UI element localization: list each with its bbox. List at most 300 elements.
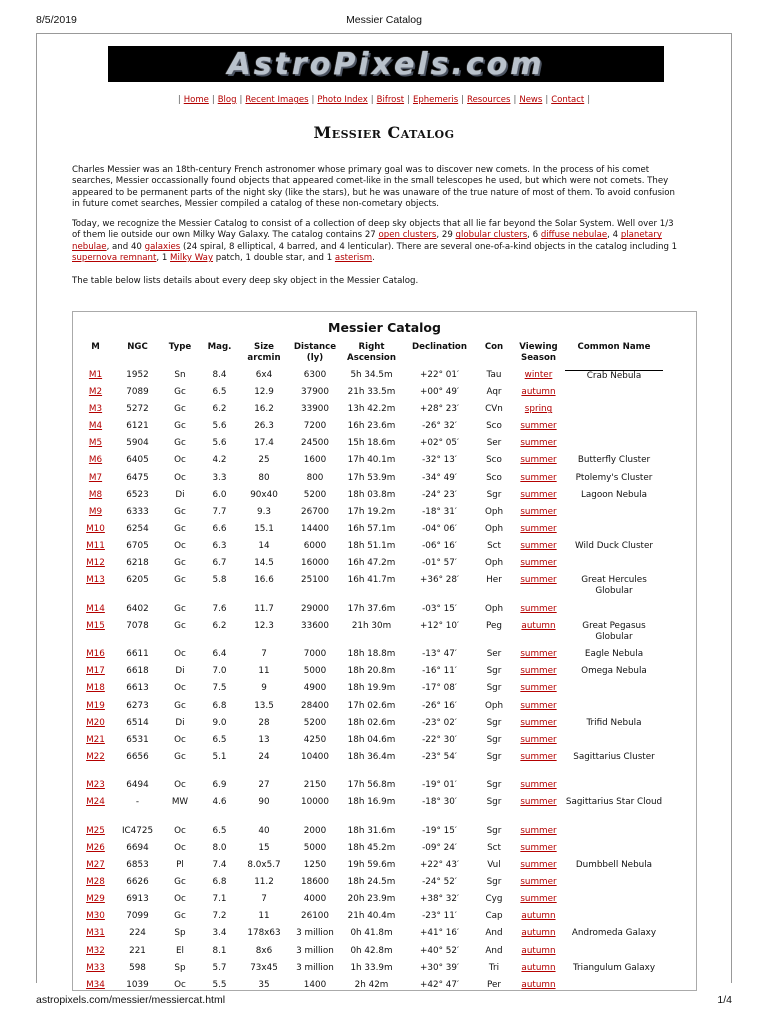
season-link[interactable]: summer [520,751,557,762]
table-cell: 18h 03.8m [347,489,396,500]
table-header-row [75,342,663,370]
table-row [75,421,663,438]
table-row [75,438,663,455]
table-cell: 16.6 [254,575,274,586]
object-link[interactable]: M16 [86,649,105,660]
table-cell [512,370,565,387]
object-link[interactable]: M33 [86,962,105,973]
table-cell [75,541,116,558]
season-link[interactable]: summer [520,455,557,466]
col-header: Right Ascension [347,342,396,363]
nav-resources[interactable]: Resources [467,95,511,105]
table-cell: +42° 47′ [420,979,459,990]
table-cell [565,877,663,894]
table-row [75,370,663,387]
table-cell: 1039 [126,979,149,990]
table-cell [512,735,565,752]
season-link[interactable]: summer [520,877,557,888]
table-cell: -16° 11′ [422,666,457,677]
intro-paragraph-3: The table below lists details about every deep sky object in the Messier Catalog. [72,276,419,286]
table-cell: 7000 [303,649,327,660]
table-cell: Oph [484,558,504,569]
table-cell [75,843,116,860]
season-link[interactable]: summer [520,438,557,449]
table-cell: Oc [174,649,186,660]
table-row [75,649,663,666]
table-cell: 35 [258,979,270,990]
table-cell: 27 [258,780,270,791]
table-cell: 26100 [301,911,329,922]
table-cell: 6300 [303,370,327,380]
object-link[interactable]: M24 [86,797,105,808]
object-link[interactable]: M1 [88,370,103,380]
object-link[interactable]: M34 [86,979,105,990]
season-link[interactable]: autumn [521,620,556,631]
object-link[interactable]: M15 [86,620,105,631]
table-cell [565,604,663,621]
season-link[interactable]: autumn [521,911,556,922]
table-cell [512,490,565,507]
table-cell: 28400 [301,700,329,711]
table-cell: 9 [261,683,267,694]
season-link[interactable]: summer [520,540,557,551]
season-link[interactable]: summer [520,717,557,728]
table-cell [75,490,116,507]
table-row [75,980,663,991]
table-cell: 13 [258,734,270,745]
table-cell [512,980,565,991]
table-cell: Ser [486,649,502,660]
table-cell: 6626 [126,877,149,888]
table-cell [565,980,663,991]
table-cell: 7 [261,649,267,660]
table-row [75,683,663,700]
table-cell: MW [171,797,189,808]
link-supernova-remnant[interactable]: supernova remnant [72,252,157,263]
table-cell: 4.2 [212,455,227,466]
table-cell [75,558,116,575]
table-cell [512,701,565,718]
table-cell: -01° 57′ [422,558,457,569]
table-cell: -23° 02′ [422,717,457,728]
table-cell [75,797,116,826]
table-cell [512,963,565,980]
table-cell: 18h 18.8m [347,649,396,660]
table-cell [512,649,565,666]
table-cell: 28 [258,717,270,728]
table-cell: 4000 [303,894,327,905]
season-link[interactable]: spring [524,404,553,415]
table-cell: 5904 [126,438,149,449]
table-cell [512,421,565,438]
object-link[interactable]: M32 [86,945,105,956]
table-cell: 7.4 [212,860,227,871]
table-cell: Ser [486,438,502,449]
table-cell: -18° 31′ [422,506,457,517]
table-cell: +22° 01′ [420,370,459,380]
object-link[interactable]: M18 [86,683,105,694]
table-cell: 90 [258,797,270,808]
table-cell [512,575,565,604]
table-cell: And [485,945,503,956]
object-link[interactable]: M27 [86,860,105,871]
nav-ephemeris[interactable]: Ephemeris [412,95,459,105]
nav-blog[interactable]: Blog [217,95,237,105]
table-cell: Vul [487,860,501,871]
table-cell: 6.0 [212,489,227,500]
table-cell: 6.4 [212,649,227,660]
table-cell: -09° 24′ [422,842,457,853]
table-cell: 178x63 [247,928,281,939]
table-cell: 6x4 [255,370,273,380]
table-cell: 6611 [126,649,149,660]
table-cell [565,735,663,752]
object-link[interactable]: M23 [86,780,105,791]
table-cell: Oc [174,683,186,694]
table-cell [512,473,565,490]
table-cell: Sct [487,842,501,853]
table-cell [565,438,663,455]
table-cell: 90x40 [250,489,278,500]
link-diffuse-nebulae[interactable]: diffuse nebulae [540,230,608,241]
table-row [75,928,663,945]
table-cell: Gc [174,877,186,888]
table-cell [565,946,663,963]
table-row [75,387,663,404]
object-link[interactable]: M22 [86,751,105,762]
table-cell: Crab Nebula [586,370,642,381]
object-link[interactable]: M11 [86,540,105,551]
table-cell: Oc [174,455,186,466]
object-link[interactable]: M30 [86,911,105,922]
table-cell: 8.4 [212,370,227,380]
table-cell: +40° 52′ [420,945,459,956]
table-row [75,604,663,621]
table-cell: 14 [258,540,270,551]
table-cell: 5.1 [212,751,227,762]
table-cell [512,558,565,575]
object-link[interactable]: M31 [86,928,105,939]
table-row [75,826,663,843]
season-link[interactable]: autumn [521,928,556,939]
table-row [75,701,663,718]
table-cell: 7.2 [212,911,227,922]
table-cell: Oph [484,523,504,534]
season-link[interactable]: summer [520,842,557,853]
nav-contact[interactable]: Contact [551,95,585,105]
object-link[interactable]: M8 [88,489,103,500]
table-cell: -34° 49′ [422,472,457,483]
table-cell: Cyg [485,894,503,905]
site-banner[interactable] [108,46,664,82]
season-link[interactable]: summer [520,734,557,745]
table-cell: Oph [484,700,504,711]
season-link[interactable]: summer [520,489,557,500]
table-cell: +02° 05′ [420,438,459,449]
table-cell: Great Pegasus Globular [582,620,646,642]
table-row [75,860,663,877]
table-row [75,735,663,752]
table-cell: IC4725 [121,825,154,836]
table-cell [75,860,116,877]
table-cell [512,524,565,541]
table-cell: 9.0 [212,717,227,728]
table-cell: +41° 16′ [420,928,459,939]
table-cell [565,826,663,843]
season-link[interactable]: autumn [521,979,556,990]
link-milky-way[interactable]: Milky Way [170,252,214,263]
table-cell: 2h 42m [354,979,389,990]
object-link[interactable]: M7 [88,472,103,483]
season-link[interactable]: summer [520,649,557,660]
table-cell [512,877,565,894]
season-link[interactable]: summer [520,421,557,432]
table-cell: 17h 56.8m [347,780,396,791]
table-cell: Sgr [486,780,502,791]
table-cell [75,649,116,666]
table-cell: 6494 [126,780,149,791]
season-link[interactable]: autumn [521,945,556,956]
table-cell: +28° 23′ [420,404,459,415]
season-link[interactable]: summer [520,558,557,569]
table-cell: 5000 [303,666,327,677]
table-cell: Gc [174,421,186,432]
site-logo-text: AstroPixels.com [227,46,545,82]
table-cell [512,860,565,877]
table-cell: 3 million [296,945,334,956]
season-link[interactable]: summer [520,523,557,534]
table-cell: 6333 [126,506,149,517]
table-cell [512,911,565,928]
table-cell: 10000 [301,797,329,808]
table-cell: 12.3 [254,620,274,631]
table-cell: 5200 [303,489,327,500]
object-link[interactable]: M4 [88,421,103,432]
table-cell: 11.7 [254,603,274,614]
table-cell: 17.4 [254,438,274,449]
table-cell: 6475 [126,472,149,483]
table-cell [512,843,565,860]
table-cell: Per [486,979,502,990]
table-cell: Andromeda Galaxy [571,928,657,939]
table-cell: 1952 [126,370,149,380]
table-cell: Peg [486,620,502,631]
table-cell: Gc [174,620,186,631]
object-link[interactable]: M6 [88,455,103,466]
nav-home[interactable]: Home [183,95,209,105]
season-link[interactable]: summer [520,575,557,586]
table-cell: 6.3 [212,540,227,551]
object-link[interactable]: M28 [86,877,105,888]
table-cell [565,701,663,718]
table-cell: 5.7 [212,962,227,973]
season-link[interactable]: summer [520,683,557,694]
table-cell: Gc [174,404,186,415]
table-cell [75,370,116,387]
object-link[interactable]: M21 [86,734,105,745]
season-link[interactable]: summer [520,780,557,791]
object-link[interactable]: M13 [86,575,105,586]
season-link[interactable]: summer [520,472,557,483]
season-link[interactable]: summer [520,894,557,905]
table-cell [75,507,116,524]
table-cell: Gc [174,558,186,569]
table-cell: 6913 [126,894,149,905]
table-cell: -26° 32′ [422,421,457,432]
table-cell: -19° 01′ [422,780,457,791]
table-cell: 80 [258,472,270,483]
object-link[interactable]: M10 [86,523,105,534]
table-cell: Gc [174,700,186,711]
table-cell: Lagoon Nebula [581,489,647,500]
table-cell: Sgr [486,666,502,677]
table-cell: Sgr [486,797,502,808]
season-link[interactable]: summer [520,506,557,517]
table-cell [75,621,116,650]
table-cell: Gc [174,506,186,517]
table-cell [512,604,565,621]
season-link[interactable]: summer [520,666,557,677]
table-cell: 5.8 [212,575,227,586]
object-link[interactable]: M25 [86,825,105,836]
table-cell: 598 [129,962,146,973]
nav-news[interactable]: News [519,95,543,105]
object-link[interactable]: M20 [86,717,105,728]
table-cell: Sgr [486,751,502,762]
table-cell: Sct [487,540,501,551]
table-cell: -23° 54′ [422,751,457,762]
link-asterism[interactable]: asterism [334,252,373,263]
table-row [75,911,663,928]
link-planetary-nebulae[interactable]: planetary nebulae [72,230,662,252]
table-cell: 2000 [303,825,327,836]
table-cell: - [135,797,140,808]
nav-photo-index[interactable]: Photo Index [317,95,368,105]
table-row [75,946,663,963]
table-cell: Triangulum Galaxy [572,962,656,973]
table-cell: 224 [129,928,146,939]
table-cell [75,980,116,991]
table-row [75,843,663,860]
table-cell: 800 [306,472,324,483]
object-link[interactable]: M29 [86,894,105,905]
table-cell: 33600 [301,620,329,631]
link-galaxies[interactable]: galaxies [144,241,181,252]
table-cell: 7.6 [212,603,227,614]
season-link[interactable]: summer [520,825,557,836]
table-cell: Sgr [486,683,502,694]
print-date: 8/5/2019 [36,14,77,26]
table-cell: -24° 52′ [422,877,457,888]
season-link[interactable]: winter [524,370,553,380]
season-link[interactable]: summer [520,603,557,614]
table-cell [512,780,565,797]
table-cell [75,438,116,455]
page-title: Messier Catalog [313,123,455,142]
table-cell: 0h 41.8m [350,928,393,939]
table-cell [565,524,663,541]
table-cell [75,963,116,980]
table-cell: +22° 43′ [420,860,459,871]
table-cell: 7078 [126,620,149,631]
table-cell: Oph [484,603,504,614]
table-cell: -03° 15′ [422,603,457,614]
link-open-clusters[interactable]: open clusters [378,230,437,241]
table-cell: 7.7 [212,506,227,517]
table-cell: El [175,945,184,956]
col-header: Distance (ly) [293,342,337,363]
table-cell [512,826,565,843]
object-link[interactable]: M17 [86,666,105,677]
nav-recent-images[interactable]: Recent Images [245,95,309,105]
table-row [75,621,663,650]
col-header: Con [484,342,504,352]
table-cell: 18h 02.6m [347,717,396,728]
table-cell: 17h 37.6m [347,603,396,614]
season-link[interactable]: autumn [521,387,556,398]
object-link[interactable]: M9 [88,506,103,517]
table-cell: Eagle Nebula [584,649,644,660]
season-link[interactable]: summer [520,700,557,711]
table-cell: -23° 11′ [422,911,457,922]
season-link[interactable]: summer [520,860,557,871]
table-cell: 18h 31.6m [347,825,396,836]
nav-bifrost[interactable]: Bifrost [376,95,405,105]
table-cell [512,455,565,472]
table-row [75,877,663,894]
object-link[interactable]: M2 [88,387,103,398]
table-cell: 5h 34.5m [350,370,393,380]
object-link[interactable]: M26 [86,842,105,853]
table-cell: 7099 [126,911,149,922]
table-cell: -24° 23′ [422,489,457,500]
link-globular-clusters[interactable]: globular clusters [455,230,528,241]
table-cell [75,911,116,928]
table-cell: 1400 [303,979,327,990]
table-cell: 18h 19.9m [347,683,396,694]
table-cell: 6273 [126,700,149,711]
table-row [75,797,663,826]
table-cell: 17h 19.2m [347,506,396,517]
table-cell: Di [175,666,185,677]
table-cell: 20h 23.9m [347,894,396,905]
table-cell [75,894,116,911]
table-cell: 18h 24.5m [347,877,396,888]
table-cell: 3.4 [212,928,227,939]
table-cell [512,718,565,735]
season-link[interactable]: summer [520,797,557,808]
table-cell: 18600 [301,877,329,888]
table-cell: +00° 49′ [420,387,459,398]
object-link[interactable]: M19 [86,700,105,711]
object-link[interactable]: M3 [88,404,103,415]
table-row [75,718,663,735]
table-cell: 5.5 [212,979,227,990]
object-link[interactable]: M12 [86,558,105,569]
object-link[interactable]: M14 [86,603,105,614]
table-cell: Oc [174,842,186,853]
object-link[interactable]: M5 [88,438,103,449]
table-cell: 11.2 [254,877,274,888]
table-cell: 12.9 [254,387,274,398]
table-cell: 1600 [303,455,327,466]
table-cell [75,752,116,781]
table-cell: 6514 [126,717,149,728]
season-link[interactable]: autumn [521,962,556,973]
table-cell: +12° 10′ [420,620,459,631]
table-cell: 5200 [303,717,327,728]
table-cell [75,575,116,604]
